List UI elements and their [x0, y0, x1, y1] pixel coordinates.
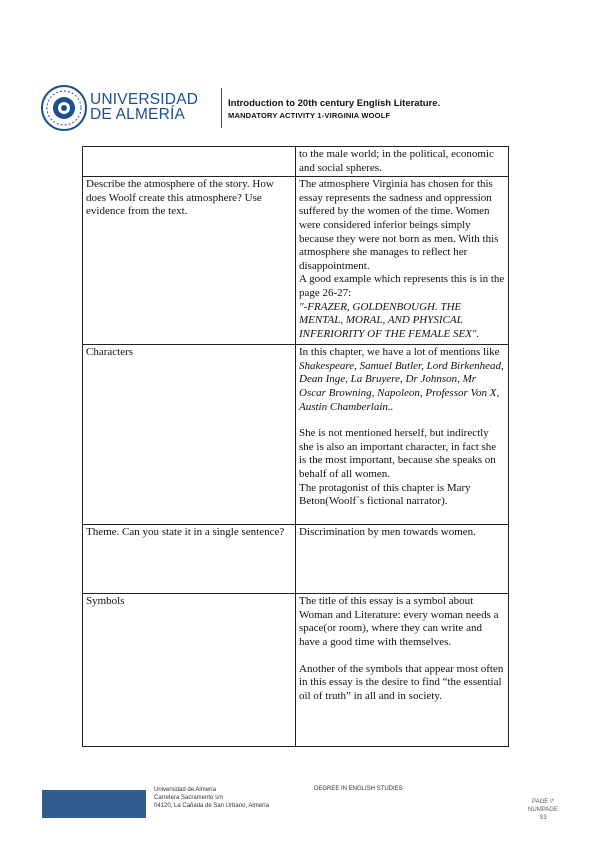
page-field-line-2: NUMPAGE — [528, 807, 558, 813]
header-divider — [221, 88, 222, 128]
logo-line-2: DE ALMERÍA — [90, 106, 186, 123]
character-names: Shakespeare, Samuel Butler, Lord Birkenhead, Dean Inge, La Bruyere, Dr Johnson, Mr Oscar Browning, Napoleon, Professor Von X, Austin Chamberlain.. — [299, 359, 504, 413]
answer-cell — [296, 345, 509, 525]
table-row — [83, 177, 509, 345]
characters-para-2: She is not mentioned herself, but indirectly she is also an important character, in fact she is the most important, because she speaks on behalf of all women. — [299, 427, 497, 480]
footer-color-bar — [42, 790, 146, 818]
footer-page-field — [515, 798, 571, 822]
footer-address — [154, 786, 269, 810]
question-cell: Describe the atmosphere of the story. How does Woolf create this atmosphere? Use evidence from the text. — [83, 177, 296, 345]
activity-title: MANDATORY ACTIVITY 1-VIRGINIA WOOLF — [228, 111, 391, 120]
characters-para-3: The protagonist of this chapter is Mary Beton(Woolf´s fictional narrator). — [299, 481, 471, 508]
question-cell: Symbols — [83, 594, 296, 747]
answer-cell: to the male world; in the political, economic and social spheres. — [296, 147, 509, 177]
answer-cell — [296, 177, 509, 345]
page-number: S3 — [539, 815, 547, 821]
footer-line-1: Universidad de Almería — [154, 787, 217, 793]
table-row — [83, 147, 509, 177]
page-field-line-1: PAGE \* — [532, 799, 554, 805]
question-cell: Characters — [83, 345, 296, 525]
university-seal-icon — [40, 84, 88, 132]
activity-table — [82, 146, 509, 747]
footer-line-2: Carretera Sacramento s/n — [154, 795, 224, 801]
table-row — [83, 345, 509, 525]
page-header — [40, 84, 560, 134]
question-cell — [83, 147, 296, 177]
footer-degree: DEGREE IN ENGLISH STUDIES — [314, 786, 403, 792]
question-cell: Theme. Can you state it in a single sentence? — [83, 525, 296, 594]
symbols-para-1: The title of this essay is a symbol about Woman and Literature: every woman needs a space(or room), where they can write and have a good time with themselves. — [299, 595, 499, 648]
table-row — [83, 525, 509, 594]
university-logo-text — [90, 92, 198, 122]
symbols-para-2: Another of the symbols that appear most often in this essay is the desire to find “the essential oil of truth” in all and in society. — [299, 662, 504, 702]
answer-text: The atmosphere Virginia has chosen for this essay represents the sadness and oppression suffered by the women of the time. Women were considered inferior beings simply because they were not born as men. With this atmosphere she manages to reflect her disappointment. — [299, 178, 499, 272]
logo-line-1: UNIVERSIDAD — [90, 91, 199, 108]
answer-cell: Discrimination by men towards women. — [296, 525, 509, 594]
answer-cell — [296, 594, 509, 747]
footer-line-3: 04120, La Cañada de San Urbano, Almería — [154, 803, 270, 809]
quote-text: "-FRAZER, GOLDENBOUGH. THE MENTAL, MORAL, AND PHYSICAL INFERIORITY OF THE FEMALE SEX". — [299, 300, 480, 340]
course-title: Introduction to 20th century English Literature. — [228, 98, 441, 109]
characters-intro: In this chapter, we have a lot of mentions like — [299, 346, 500, 359]
table-row — [83, 594, 509, 747]
example-intro: A good example which represents this is in the page 26-27: — [299, 273, 505, 299]
